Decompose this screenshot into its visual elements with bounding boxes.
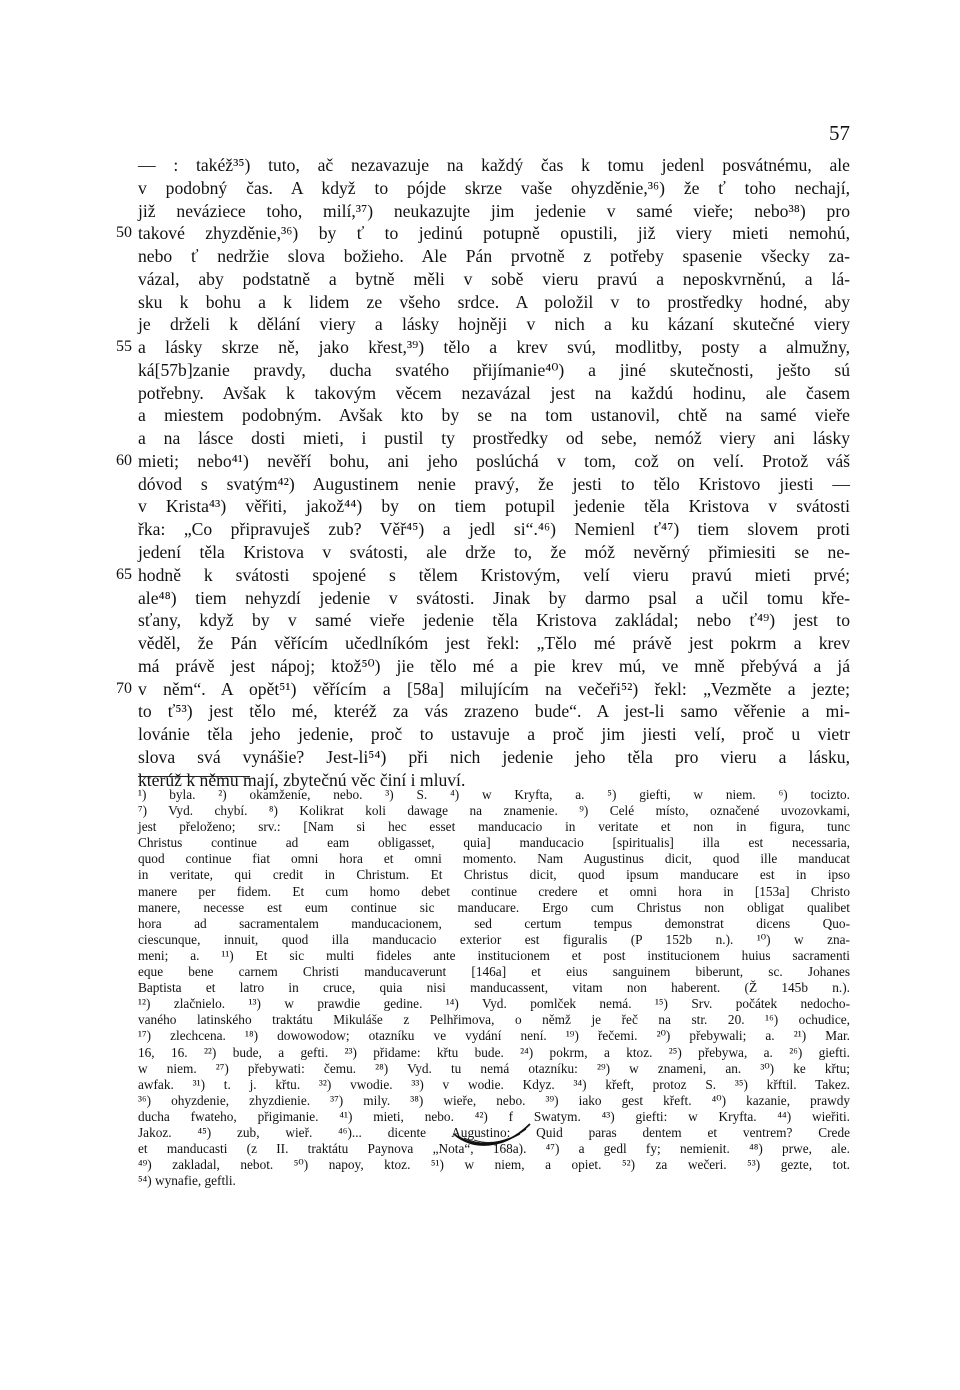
text-line [138, 541, 850, 564]
line-number: 65 [116, 565, 132, 583]
text-line [138, 587, 850, 610]
text-line-content: takové zhyzděnie,³⁶) by ť to jedinú potupně opustili, již viery mieti nemohú, [138, 223, 850, 244]
line-number: 60 [116, 451, 132, 469]
text-line [138, 518, 850, 541]
text-line-content: hodně k svátosti spojené s tělem Kristovým, velí vieru pravú mieti prvé; [138, 564, 850, 585]
page-number: 57 [829, 121, 850, 145]
text-line-content: to ť⁵³) jest tělo mé, kteréž za vás zrazeno bude“. A jest-li samo věřenie a mi- [138, 701, 850, 722]
text-line [116, 450, 850, 473]
text-line-content: v podobný čas. A když to pójde skrze vaše ohyzděnie,³⁶) že ť toho nechají, [138, 177, 850, 198]
text-line [138, 245, 850, 268]
footnote-line: Jakoz. ⁴⁵) zub, wieř. ⁴⁶)... dicente Augustino: Quid paras dentem et ventrem? Crede [138, 1124, 850, 1140]
text-line-content: potřebny. Avšak k takovým věcem nezavázal jest na každú hodinu, ale časem [138, 382, 850, 403]
text-line [138, 427, 850, 450]
footnote-line: ¹) byla. ²) okamženie, nebo. ³) S. ⁴) w Kryfta, a. ⁵) giefti, w niem. ⁶) tocizto. [138, 787, 850, 802]
text-line-content: nebo ť nedržie slova božieho. Ale Pán prvotně z potřeby spasenie všecky za- [138, 246, 850, 267]
text-line-content: kterúž k němu mají, zbytečnú věc činí i mluví. [138, 769, 466, 790]
footnote-line: ³⁶) ohyzdenie, zhyzdienie. ³⁷) mily. ³⁸) wieře, nebo. ³⁹) iako gest křeft. ⁴⁰) kazanie, prawdy [138, 1092, 850, 1108]
footnote-line: Baptista et latro in cruce, quia nisi manducassent, vitam non haberent. (Ž 145b n.). [138, 980, 850, 996]
text-line-content: a na lásce dosti mieti, i pustil ty prostředky od sebe, nemóž viery ani lásky [138, 428, 850, 449]
text-line [116, 336, 850, 359]
footnote-line: ¹²) zlačnielo. ¹³) w prawdie gedine. ¹⁴) Vyd. pomlček nemá. ¹⁵) Srv. počátek nedocho- [138, 996, 850, 1012]
text-line-content: v něm“. A opět⁵¹) věřícím a [58a] milujícím na večeři⁵²) řekl: „Vezměte a jezte; [138, 678, 850, 699]
text-line [138, 359, 850, 382]
text-line [138, 200, 850, 223]
footnote-line: ciescunque, innuit, quod illa manducacio exterior est figuralis (P 152b n.). ¹⁰) w zna- [138, 931, 850, 947]
text-line [138, 609, 850, 632]
text-line [138, 495, 850, 518]
footnote-line: meni; a. ¹¹) Et sic multi fideles ante institucionem et post institucionem huius sacramenti [138, 947, 850, 963]
text-line-content: a lásky skrze ně, jako křest,³⁹) tělo a krev svú, modlitby, posty a almužny, [138, 337, 850, 358]
footnote-line: Christus continue ad eam obligasset, quia] manducacio [spiritualis] illa est necessaria, [138, 835, 850, 851]
footnote-line: ⁵⁴) wynafie, geftli. [138, 1173, 236, 1189]
text-line-content: ale⁴⁸) tiem nehyzdí jedenie v svátosti. Jinak by darmo psal a učil tomu kře- [138, 587, 850, 608]
footnote-line: eque bene carnem Christi manducaverunt [146a] et eius sanguinem biberunt, sc. Johanes [138, 964, 850, 980]
text-line-content: dóvod s svatým⁴²) Augustinem nenie pravý, že jesti to tělo Kristovo jiesti — [138, 473, 850, 494]
footnote-line: manere, necesse est eum continue sic manducare. Ergo cum Christus non obligat qualibet [138, 899, 850, 915]
footnote-divider [138, 776, 250, 777]
line-number: 50 [116, 224, 132, 242]
ornament-icon [452, 1120, 532, 1154]
footnote-line: et manducasti (z II. traktátu Paynova „Nota“, 168a). ⁴⁷) a gedl fy; nemienit. ⁴⁸) prwe, ale. [138, 1141, 850, 1157]
text-line [138, 700, 850, 723]
text-line [138, 655, 850, 678]
text-line-content: sku k bohu a k lidem ze všeho srdce. A položil v to prostředky hodné, aby [138, 291, 850, 312]
text-line-content: — : takéž³⁵) tuto, ač nezavazuje na každý čas k tomu jedenl posvátnému, ale [138, 155, 850, 175]
text-line [138, 177, 850, 200]
text-line [138, 291, 850, 314]
footnote-line: ¹⁷) zlechcena. ¹⁸) dowowodow; otazníku ve vydání není. ¹⁹) řečemi. ²⁰) přebywali; a. ²¹) Mar. [138, 1028, 850, 1044]
text-line [138, 404, 850, 427]
text-line [138, 473, 850, 496]
footnote-line: manere per fidem. Et cum homo debet continue credere et omni hora in [153a] Christo [138, 883, 850, 899]
footnote-line: quod continue fiat omni hora et omni momento. Nam Augustinus dicit, quod ille manducat [138, 851, 850, 867]
footnote-line: awfak. ³¹) t. j. křtu. ³²) vwodie. ³³) v wodie. Kdyz. ³⁴) křeft, protoz S. ³⁵) křftil. Takez. [138, 1076, 850, 1092]
text-line [138, 723, 850, 746]
text-line [116, 222, 850, 245]
footnote-line: vaného latinského traktátu Mikuláše z Pelhřimova, o němž je řeč na str. 20. ¹⁶) ochudice, [138, 1012, 850, 1028]
text-line [116, 678, 850, 701]
text-line-content: lovánie těla jeho jedenie, proč to ustavuje a proč jim jiesti velí, proč u vietr [138, 724, 850, 745]
text-line [138, 382, 850, 405]
main-text-body [116, 154, 850, 791]
footnote-line: ⁴⁹) zakladal, nebot. ⁵⁰) napoy, ktoz. ⁵¹) w niem, a opiet. ⁵²) za wečeri. ⁵³) gezte, tot. [138, 1157, 850, 1173]
text-line-content: vázal, aby podstatně a bytně měli v sobě vieru pravú a neposkvrněnú, a lá- [138, 268, 850, 289]
line-number: 70 [116, 679, 132, 697]
text-line-content: řka: „Co připravuješ zub? Věř⁴⁵) a jedl si“.⁴⁶) Nemienl ť⁴⁷) tiem slovem proti [138, 519, 850, 540]
text-line [138, 746, 850, 769]
text-line-content: věděl, že Pán věřícím učedlníkóm jest řekl: „Tělo mé právě jest pokrm a krev [138, 633, 850, 654]
text-line [138, 313, 850, 336]
line-number: 55 [116, 338, 132, 356]
text-line [138, 632, 850, 655]
text-line-content: v Krista⁴³) věřiti, jakož⁴⁴) by on tiem potupil jedenie těla Kristova v svátosti [138, 496, 850, 517]
text-line [116, 564, 850, 587]
footnote-line: jest přeloženo; srv.: [Nam si hec esset manducacio in veritate et non in figura, tunc [138, 819, 850, 835]
text-line [138, 154, 850, 177]
footnote-line: hora ad sacramentalem manducacionem, sed certum tempus demonstrat dicens Quo- [138, 915, 850, 931]
text-line-content: sťany, když by v samé vieře jedenie těla Kristova zakládal; nebo ť⁴⁹) jest to [138, 610, 850, 631]
footnote-line: ducha fwateho, přigimanie. ⁴¹) mieti, nebo. ⁴²) f Swatym. ⁴³) giefti: w Kryfta. ⁴⁴) wieřiti. [138, 1108, 850, 1124]
footnote-line: 16, 16. ²²) bude, a gefti. ²³) přidame: křtu bude. ²⁴) pokrm, a ktoz. ²⁵) přebywa, a. ²⁶) giefti. [138, 1044, 850, 1060]
text-line-content: jedení těla Kristova v svátosti, ale drže to, že móž nevěrný přimiesiti se ne- [138, 542, 850, 563]
text-line [138, 268, 850, 291]
text-line-content: má právě jest nápoj; ktož⁵⁰) jie tělo mé a pie krev mú, ve mně přebývá a já [138, 655, 850, 676]
text-line-content: ká[57b]zanie pravdy, ducha svatého přijímanie⁴⁰) a jiné skutečnosti, ješto sú [138, 359, 850, 380]
text-line-content: již neváziece toho, milí,³⁷) neukazujte jim jedenie v samé vieře; nebo³⁸) pro [138, 200, 850, 221]
footnote-line: ⁷) Vyd. chybí. ⁸) Kolikrat koli dawage na znamenie. ⁹) Celé místo, označené uvozovkami, [138, 803, 850, 819]
footnote-line: in veritate, qui credit in Christum. Et Christus dicit, quod ipsum manducare est in ipso [138, 867, 850, 883]
text-line-content: a miestem podobným. Avšak kto by se na tom ustanovil, chtě na samé vieře [138, 405, 850, 426]
text-line-content: mieti; nebo⁴¹) nevěří bohu, ani jeho poslúchá v tom, což on velí. Protož váš [138, 450, 850, 471]
footnote-line: w niem. ²⁷) přebywati: čemu. ²⁸) Vyd. tu nemá otazníku: ²⁹) w znameni, an. ³⁰) ke křtu; [138, 1060, 850, 1076]
text-line-content: slova svá vynášie? Jest-li⁵⁴) při nich jedenie jeho těla pro vieru a lásku, [138, 746, 850, 767]
text-line-content: je drželi k dělání viery a lásky hojněji v nich a ku kázaní skutečné viery [138, 314, 850, 335]
